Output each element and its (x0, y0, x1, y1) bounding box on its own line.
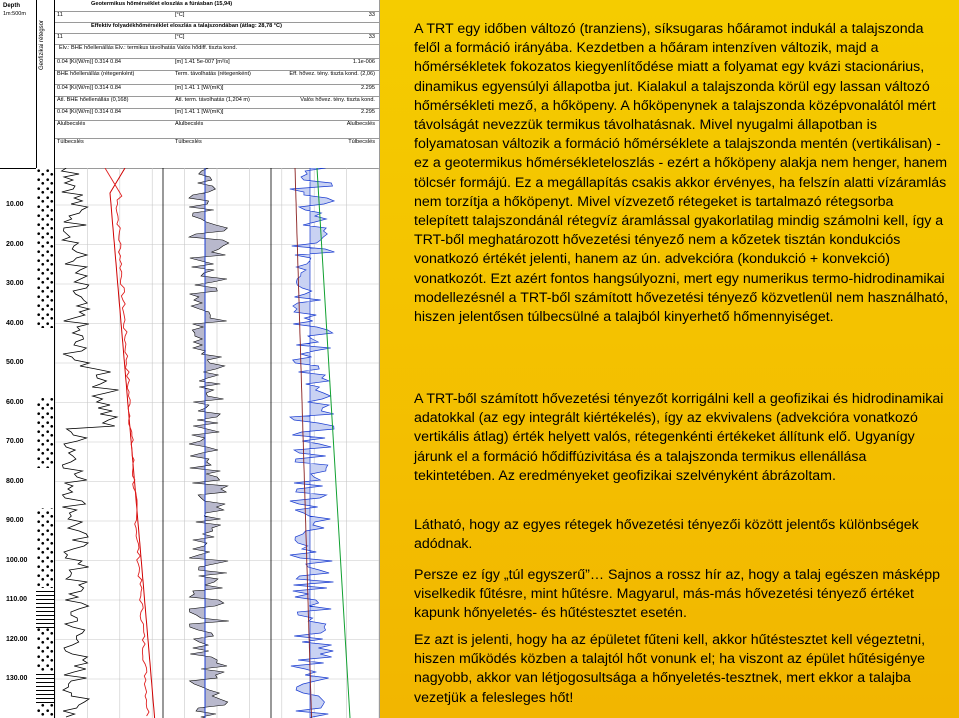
track-header-row (55, 138, 379, 169)
depth-scale-label: 1m:500m (3, 11, 26, 17)
lithology-header-label: Geofizikai rétegsor (39, 19, 45, 70)
header-left-text: Átl. BHE hőellenállás (0,168) (57, 97, 129, 103)
depth-tick-label: 90.00 (6, 517, 24, 524)
header-right-text: Alulbecslés (346, 121, 375, 127)
paragraph-conclusion: Ez azt is jelenti, hogy ha az épületet fűteni kell, akkor hűtéstesztet kell végeztetni, hiszen működés közben a talajtól hőt vonunk el; ha viszont az épület hűtésigénye nagyobb, akkor van létjogosultsága a hőnyeletés-tesztnek, mert ekkor a talajba vezetjük a felesleges hőt! (414, 632, 926, 706)
header-center-text: [°C] (175, 12, 185, 18)
header-right-text: 33 (368, 12, 375, 18)
header-center-text: Term. távolhatás (rétegenként) (175, 71, 251, 77)
header-left-text: Alulbecslés (57, 121, 86, 127)
depth-tick-label: 30.00 (6, 280, 24, 287)
text-panel (380, 0, 959, 718)
header-right-text: 2.295 (361, 85, 375, 91)
paragraph-conductivity-differences: Látható, hogy az egyes rétegek hővezetési tényezői között jelentős különbségek adódnak. (414, 517, 919, 553)
paragraph-trt-intro: A TRT egy időben változó (tranziens), síksugaras hőáramot indukál a talajszonda felől a formáció irányába. Kezdetben a hőáram intenzíven változik, majd a hőmérsékletek fokozatos kiegyenlítődése miatt a folyamat egy kvázi stacionárius, dinamikus egyensúlyi állapotba jut. Kialakul a talajszonda körül egy lassan változó hőmérsékleti mező, a hőköpeny. A hőköpenynek a talajszonda középvonalától mért távolságát nevezzük termikus távolhatásnak. Mivel nyugalmi állapotban is folyamatosan változik a formáció hőmérséklete a talajszonda mentén (vertikálisan) - ez a geotermikus hőmérsékleteloszlás - ezért a hőköpeny alakja nem henger, hanem tölcsér formájú. Ez a megállapítás csakis akkor érvényes, ha felszín alatti vízáramlás nem torzítja a hőköpenyt. Mivel vízvezető rétegeket is tartalmazó rétegsorba telepített talajszondánál rétegvíz áramlással gyakorlatilag mindig számolni kell, így a TRT-ből meghatározott hővezetési tényező nem a kőzetek tisztán kondukciós vonatkozó értékét jelenti, hanem az ún. advekcióra (kondukció + konvekció) vonatkozót. Ezt azért fontos hangsúlyozni, mert egy numerikus termo-hidrodinamikai modellezésnél a TRT-ből számított hővezetési tényező közvetlenül nem használható, hiszen jelentősen túlbecsülné a talajból kinyerhető hőmennyiséget. (414, 21, 949, 326)
lithology-column-header (36, 0, 55, 169)
depth-tick-label: 100.00 (6, 556, 28, 564)
geothermal-temperature-curve (110, 168, 155, 718)
track-header-row (55, 70, 379, 85)
header-center-text: [m] 1.41 1 [W/(mK)] (175, 109, 224, 115)
depth-tick-label: 80.00 (6, 477, 24, 485)
depth-tick-label: 50.00 (6, 359, 24, 366)
lithology-track (36, 168, 55, 718)
well-log-figure (0, 0, 380, 718)
header-center-text: Túlbecslés (175, 139, 202, 145)
bhe-resistance-curve (62, 168, 119, 717)
depth-tick-label: 120.00 (6, 635, 28, 643)
header-left-text: Túlbecslés (57, 139, 84, 145)
conductivity-fill (290, 168, 335, 718)
header-right-text: Eff. hővez. tény. tiszta kond. (2,06) (289, 71, 375, 77)
thermal-influence-fill (189, 168, 229, 718)
depth-tick-label: 70.00 (6, 438, 24, 445)
header-left-text: 0.04 [K/(W/m)] 0.314 0.84 (57, 59, 122, 65)
header-left-text: 0.04 [K/(W/m)] 0.314 0.84 (57, 109, 122, 115)
lithology-clay-band (36, 468, 54, 508)
track-header-row (55, 120, 379, 139)
track-header-row (55, 44, 379, 59)
header-right-text: 1.1e-006 (352, 59, 375, 65)
log-curves-plot (55, 168, 379, 718)
header-right-text: Túlbecslés (348, 139, 375, 145)
depth-tick-label: 130.00 (6, 675, 28, 682)
header-left-text: 0.04 [K/(W/m)] 0.314 0.84 (57, 85, 122, 91)
header-center-text: Elv.: BHE hőellenállás Elv.: termikus távolhatás Valós hődiff. tiszta kond. (59, 45, 238, 51)
header-center-text: Geotermikus hőmérséklet eloszlás a fúrásban (15,94) (91, 1, 233, 7)
header-center-text: Effektív folyadékhőmérséklet eloszlás a talajszondában (átlag: 28,78 °C) (91, 23, 282, 29)
lithology-clay-band (36, 328, 54, 398)
depth-tick-label: 60.00 (6, 398, 24, 406)
paragraph-correction: A TRT-ből számított hővezetési tényezőt korrigálni kell a geofizikai és hidrodinamikai adatokkal (az egy integrált kiértékelés), így az ekvivalens (advekcióra vonatkozó vertikális átlag) érték helyett valós, rétegenkénti értékeket állítunk elő. Ugyanígy járunk el a formáció hődiffúzivitása és a talajszonda termikus ellenállása tekintetében. Az eredményeket geofizikai szelvényként ábrázoltam. (414, 391, 944, 484)
header-left-text: 11 (57, 12, 63, 18)
header-right-text: 2.295 (361, 109, 375, 115)
header-center-text: [m] 1.41 5e-007 [m²/s] (175, 59, 230, 65)
depth-tick-label: 40.00 (6, 319, 24, 327)
depth-tick-label: 20.00 (6, 240, 24, 248)
header-left-text: BHE hőellenállás (rétegenként) (57, 71, 135, 77)
header-center-text: Alulbecslés (175, 121, 204, 127)
lithology-silt-band (36, 588, 54, 628)
header-center-text: [m] 1.41 1 [W/(mK)] (175, 85, 224, 91)
depth-track (0, 168, 37, 718)
header-center-text: Átl. term. távolhatás (1,204 m) (175, 97, 250, 103)
depth-tick-label: 10.00 (6, 201, 24, 208)
header-right-text: 33 (368, 34, 375, 40)
paragraph-heating-cooling: Persze ez így „túl egyszerű”… Sajnos a rossz hír az, hogy a talaj egészen másképp viselkedik fűtésre, mint hűtésre. Magyarul, más-más hővezetési tényező értéket kapunk hőnyeletés- és hűtéstesztet esetén. (414, 567, 940, 622)
header-left-text: 11 (57, 34, 63, 40)
depth-tick-label: 110.00 (6, 596, 28, 603)
header-center-text: [°C] (175, 34, 185, 40)
real-conductivity-curve (317, 168, 350, 718)
lithology-silt-band (36, 673, 54, 703)
depth-header-label: Depth (3, 3, 20, 9)
header-right-text: Valós hővez. tény. tiszta kond. (300, 97, 375, 103)
depth-column-header (0, 0, 37, 169)
